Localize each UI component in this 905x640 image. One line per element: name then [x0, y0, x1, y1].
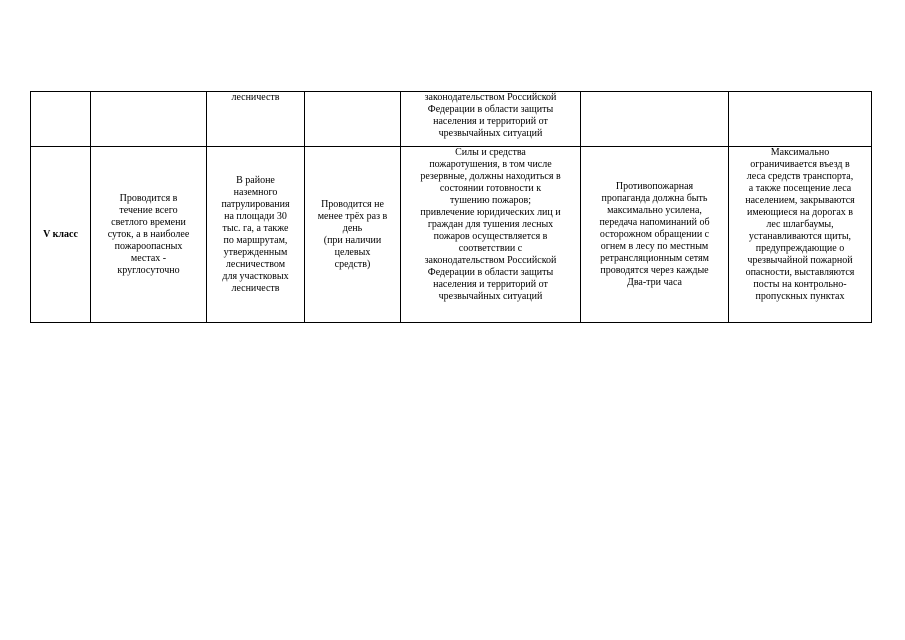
cell-text: Проводится не менее трёх раз в день (при наличии целевых средств)	[317, 198, 388, 270]
class-label: V класс	[43, 228, 78, 240]
cell-text: В районе наземного патрулирования на площади 30 тыс. га, а также по маршрутам, утвержденным лесничеством для участковых лесничеств	[221, 174, 290, 294]
cell-text: Силы и средства пожаротушения, в том числе резервные, должны находиться в состоянии готовности к тушению пожаров; привлечение юридических лиц и граждан для тушения лесных пожаров осуществляется в соответствии с законодательством Российской Федерации в области защиты населения и территорий от чрезвычайных ситуаций	[420, 147, 561, 302]
table-cell-propaganda	[581, 147, 729, 323]
table-cell-restrictions	[729, 147, 872, 323]
fire-danger-table	[30, 91, 872, 323]
cell-text: Максимально ограничивается въезд в леса средств транспорта, а также посещение леса населением, закрываются имеющиеся на дорогах в лес шлагбаумы, устанавливаются щиты, предупреждающие о чрезвычайной пожарной опасности, выставляются посты на контрольно- пропускных пунктах	[745, 147, 855, 302]
cell-text: законодательством Российской Федерации в области защиты населения и территорий от чрезвычайных ситуаций	[424, 92, 557, 139]
cell-text: Противопожарная пропаганда должна быть максимально усилена, передача напоминаний об осторожном обращении с огнем в лесу по местным ретрансляционным сетям проводятся через каждые Два-три часа	[599, 180, 710, 288]
table-cell-air-patrol	[305, 92, 401, 147]
table-cell-patrol-time	[91, 147, 207, 323]
table-cell-forces	[401, 92, 581, 147]
cell-text: лесничеств	[231, 92, 280, 103]
table-cell-class	[31, 147, 91, 323]
table-cell-ground-patrol	[207, 92, 305, 147]
table-cell-air-patrol	[305, 147, 401, 323]
table-cell-propaganda	[581, 92, 729, 147]
table-cell-ground-patrol	[207, 147, 305, 323]
table-cell-class	[31, 92, 91, 147]
table-row	[31, 92, 872, 147]
table-cell-forces	[401, 147, 581, 323]
table-cell-restrictions	[729, 92, 872, 147]
table-cell-patrol-time	[91, 92, 207, 147]
cell-text: Проводится в течение всего светлого времени суток, а в наиболее пожароопасных местах - круглосуточно	[107, 192, 190, 276]
table-row	[31, 147, 872, 323]
